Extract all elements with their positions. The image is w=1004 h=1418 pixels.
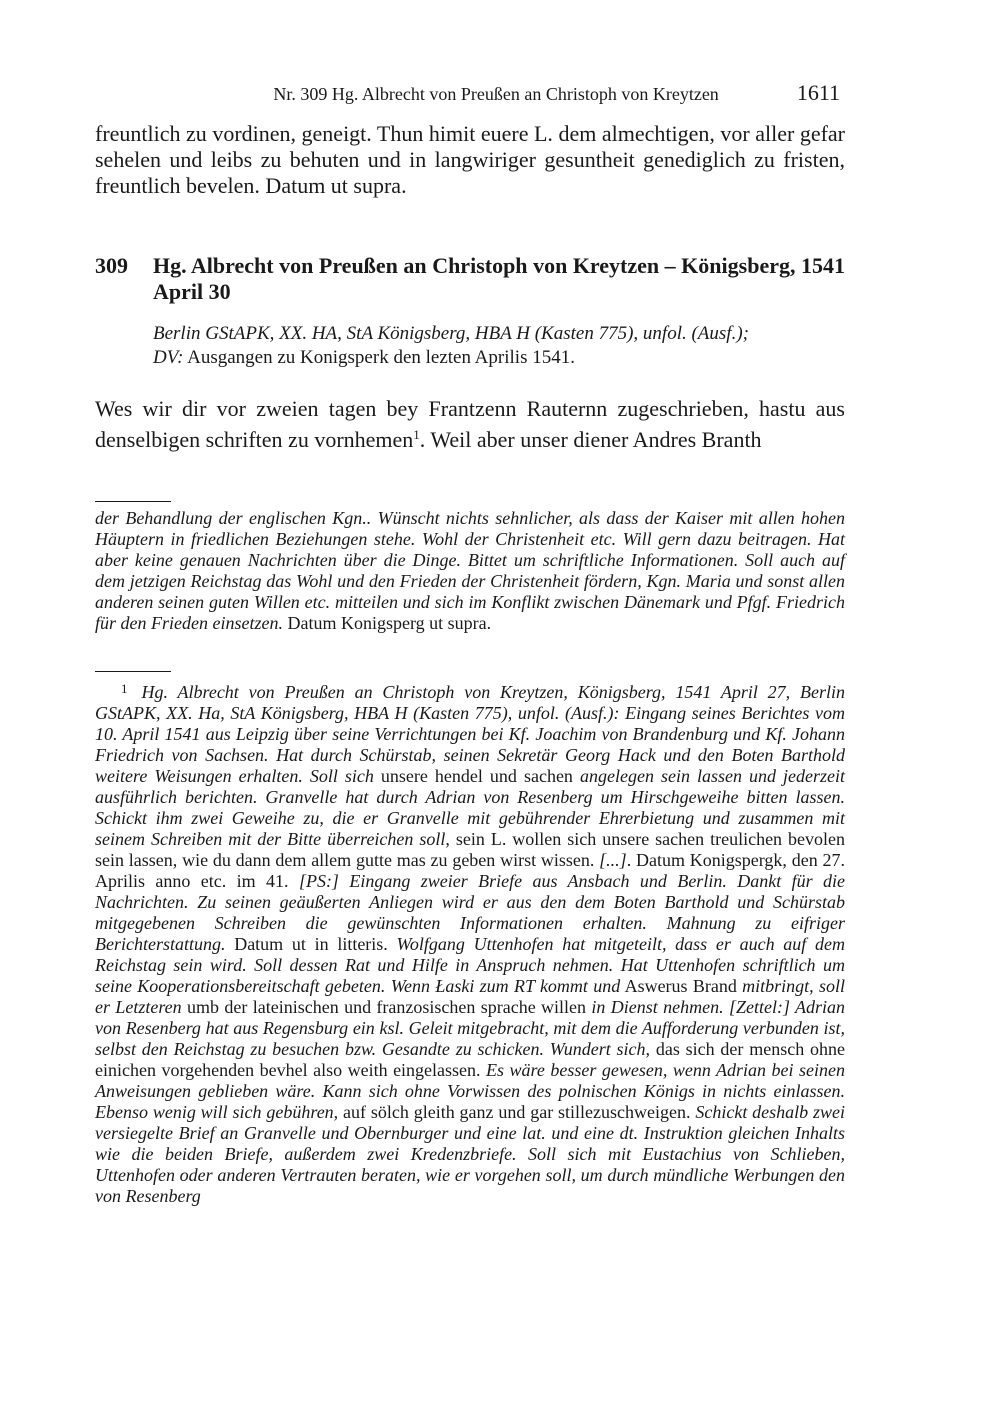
page-number: 1611 [796,80,840,105]
footnote-1-marker: 1 [121,681,128,696]
letter-text-end: . Weil aber unser diener Andres Branth [419,427,762,452]
document-number: 309 [95,253,128,278]
footnote-rule [95,501,171,502]
running-head [0,80,840,106]
footnote-1-segment: Aswerus Brand [620,976,743,996]
footnote-1-segment: auf sölch gleith ganz und gar stillezuschweigen. [338,1102,696,1122]
document-heading [95,253,845,305]
footnote-1-segment: Schickt deshalb zwei versiegelte Brief an Granvelle und Obernburger und eine lat. und eine dt. Instruktion gleichen Inhalts wie die beiden Briefe, außerdem zwei Kredenzbriefe. Soll sich mit Eustachius von Schlieben, Uttenhofen oder anderen Vertrauten beraten, wie er vorgehen soll, um durch mündliche Werbungen den von Resenberg [95,1102,845,1206]
footnote-continued-roman: Datum Konigsperg ut supra. [282,613,492,633]
letter-text-start: Wes wir dir vor zweien tagen bey Frantzenn Rauternn zugeschrieben, hastu aus denselbigen schriften zu vornhemen [95,396,845,452]
footnote-1-segment: unsere hendel und sachen [373,766,580,786]
footnote-ref-1[interactable]: 1 [413,427,420,442]
footnote-1-segment: [...] [599,850,627,870]
continuation-paragraph [95,121,845,199]
source-note [153,322,845,370]
source-archive: Berlin GStAPK, XX. HA, StA Königsberg, HBA H (Kasten 775), unfol. (Ausf.); [153,323,749,344]
footnote-1-segment: umb der lateinischen und franzosischen sprache willen [181,997,592,1017]
footnote-rule-2 [95,671,171,672]
footnote-1-segment: angelegen sein lassen und jederzeit ausführlich berichten. Granvelle hat durch Adrian von Resenberg um Hirschgeweihe bitten lassen. Schickt ihm zwei Geweihe zu, die er Granvelle mit gebührender Ehrerbietung und zusammen mit seinem Schreiben mit der Bitte überreichen soll [95,766,846,849]
footnote-1 [95,678,845,1207]
letter-text [95,396,845,453]
footnote-1-segment: , sein L. wollen sich unsere sachen treulichen bevolen sein lassen, wie du dann dem allem gutte mas zu geben wirst wissen. [95,829,846,870]
continuation-text: freuntlich zu vordinen, geneigt. Thun himit euere L. dem almechtigen, vor aller gefar sehelen und leibs zu behuten und in langwiriger gesuntheit genediglich zu fristen, freuntlich bevelen. Datum ut supra. [95,121,845,198]
footnote-1-segment: . Datum Konigspergk, den 27. Aprilis anno etc. im 41. [95,850,845,891]
source-dv-label: DV: [153,347,184,368]
footnote-1-segment: Hg. Albrecht von Preußen an Christoph von Kreytzen, Königsberg, 1541 April 27, Berlin GStAPK, XX. Ha, StA Königsberg, HBA H (Kasten 775), unfol. (Ausf.): Eingang seines Berichtes vom 10. April 1541 aus Leipzig über seine Verrichtungen bei Kf. Joachim von Brandenburg und Kf. Johann Friedrich von Sachsen. Hat durch Schürstab, seinen Sekretär Georg Hack und den Boten Barthold weitere Weisungen erhalten. Soll sich [95,682,845,786]
footnote-continued-italic: der Behandlung der englischen Kgn.. Wünscht nichts sehnlicher, als dass der Kaiser mit allen hohen Häuptern in friedlichen Beziehungen stehe. Wohl der Christenheit etc. Will gern dazu beitragen. Hat aber keine genauen Nachrichten über die Dinge. Bittet um schriftliche Informationen. Soll auch auf dem jetzigen Reichstag das Wohl und den Frieden der Christenheit fördern, Kgn. Maria und sonst allen anderen seinen guten Willen etc. mitteilen und sich im Konflikt zwischen Dänemark und Pfgf. Friedrich für den Frieden einsetzen. [95,508,845,633]
document-title: Hg. Albrecht von Preußen an Christoph von Kreytzen – Königsberg, 1541 April 30 [153,253,845,304]
running-title: Nr. 309 Hg. Albrecht von Preußen an Christoph von Kreytzen [273,84,719,104]
footnote-1-segment: Es wäre besser gewesen, wenn Adrian bei seinen Anweisungen geblieben wäre. Kann sich ohne Vorwissen des polnischen Königs in nichts einlassen. Ebenso wenig will sich gebühren, [95,1060,845,1122]
footnote-1-segment: Datum ut in litteris. [225,934,397,954]
footnote-continued [95,508,845,634]
footnote-1-segment: Wolfgang Uttenhofen hat mitgeteilt, dass er auch auf dem Reichstag sein wird. Soll dessen Rat und Hilfe in Anspruch nehmen. Hat Uttenhofen schriftlich um seine Kooperationsbereitschaft gebeten. Wenn Łaski zum RT kommt und [95,934,845,996]
source-dv-text: Ausgangen zu Konigsperk den lezten Aprilis 1541. [183,347,575,368]
footnote-1-segment: mitbringt, soll er Letzteren [95,976,845,1017]
footnote-1-segment: in Dienst nehmen. [Zettel:] Adrian von Resenberg hat aus Regensburg ein ksl. Geleit mitgebracht, mit dem die Aufforderung verbunden ist, selbst den Reichstag zu besuchen bzw. Gesandte zu schicken. Wundert sich, [95,997,845,1059]
footnote-1-segment: das sich der mensch ohne einichen vorgehenden bevhel also weith eingelassen. [95,1039,845,1080]
footnote-1-segment: [PS:] Eingang zweier Briefe aus Ansbach und Berlin. Dankt für die Nachrichten. Zu seinen geäußerten Anliegen wird er aus den dem Boten Barthold und Schürstab mitgegebenen Schreiben die gewünschten Informationen erhalten. Mahnung zu eifriger Berichterstattung. [95,871,845,954]
